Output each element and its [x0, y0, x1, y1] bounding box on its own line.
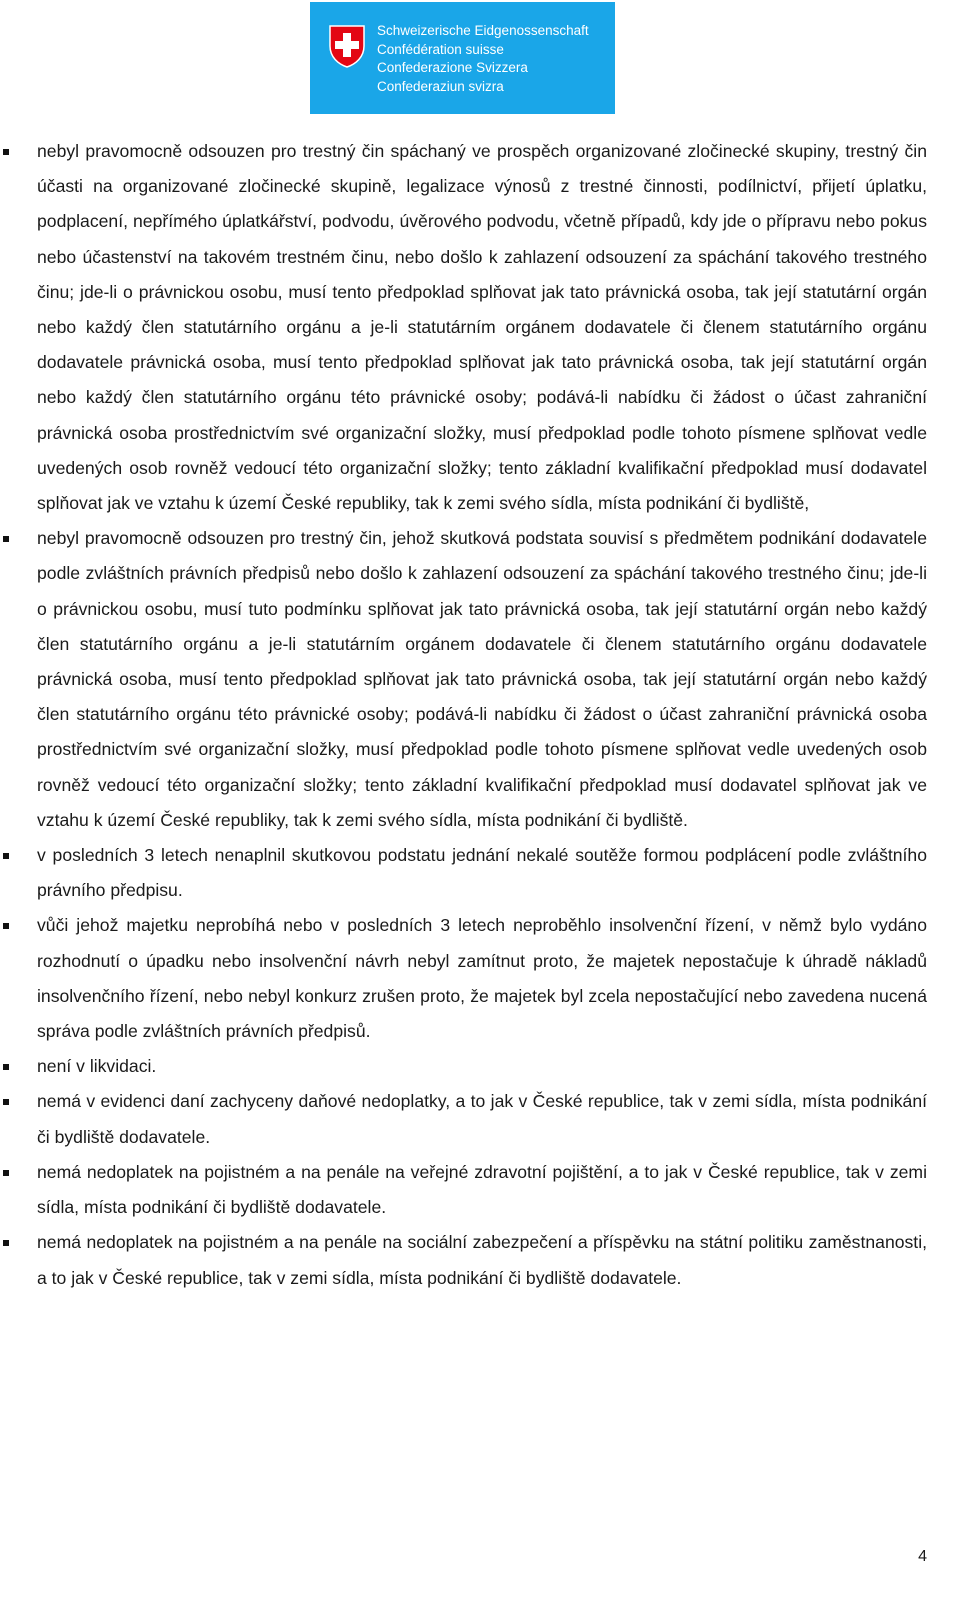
list-item-text: vůči jehož majetku neprobíhá nebo v posledních 3 letech neproběhlo insolvenční řízení, v němž bylo vydáno rozhodnutí o úpadku nebo insolvenční návrh nebyl zamítnut proto, že majetek nepostačuje k úhradě nákladů insolvenčního řízení, nebo nebyl konkurz zrušen proto, že majetek byl zcela nepostačující nebo zavedena nucená správa podle zvláštních právních předpisů. — [37, 915, 927, 1042]
list-item — [37, 134, 927, 521]
list-item — [37, 1049, 927, 1084]
swiss-confederation-logo — [310, 2, 615, 114]
list-item — [37, 838, 927, 908]
list-item-text: není v likvidaci. — [37, 1056, 157, 1077]
list-item-text: nebyl pravomocně odsouzen pro trestný čin, jehož skutková podstata souvisí s předmětem podnikání dodavatele podle zvláštních právních předpisů nebo došlo k zahlazení odsouzení za spáchání takového trestného činu; jde-li o právnickou osobu, musí tuto podmínku splňovat jak tato právnická osoba, tak její statutární orgán nebo každý člen statutárního orgánu a je-li statutárním orgánem dodavatele či členem statutárního orgánu dodavatele právnická osoba, musí tento předpoklad splňovat jak tato právnická osoba, tak její statutární orgán nebo každý člen statutárního orgánu této právnické osoby; podává-li nabídku či žádost o účast zahraniční právnická osoba prostřednictvím své organizační složky, musí předpoklad podle tohoto písmene splňovat vedle uvedených osob rovněž vedoucí této organizační složky; tento základní kvalifikační předpoklad musí dodavatel splňovat jak ve vztahu k území České republiky, tak k zemi svého sídla, místa podnikání či bydliště. — [37, 528, 927, 830]
logo-wordmark — [377, 22, 589, 96]
list-item-text: nebyl pravomocně odsouzen pro trestný čin spáchaný ve prospěch organizované zločinecké skupiny, trestný čin účasti na organizované zločinecké skupině, legalizace výnosů z trestné činnosti, podílnictví, přijetí úplatku, podplacení, nepřímého úplatkářství, podvodu, úvěrového podvodu, včetně případů, kdy jde o přípravu nebo pokus nebo účastenství na takovém trestném činu, nebo došlo k zahlazení odsouzení za spáchání takového trestného činu; jde-li o právnickou osobu, musí tento předpoklad splňovat jak tato právnická osoba, tak její statutární orgán nebo každý člen statutárního orgánu a je-li statutárním orgánem dodavatele či členem statutárního orgánu dodavatele právnická osoba, musí tento předpoklad splňovat jak tato právnická osoba, tak její statutární orgán nebo každý člen statutárního orgánu této právnické osoby; podává-li nabídku či žádost o účast zahraniční právnická osoba prostřednictvím své organizační složky, musí předpoklad podle tohoto písmene splňovat vedle uvedených osob rovněž vedoucí této organizační složky; tento základní kvalifikační předpoklad musí dodavatel splňovat jak ve vztahu k území České republiky, tak k zemi svého sídla, místa podnikání či bydliště, — [37, 141, 927, 514]
list-item — [37, 1225, 927, 1295]
square-bullet-icon — [3, 1240, 9, 1246]
square-bullet-icon — [3, 1099, 9, 1105]
page-number: 4 — [918, 1548, 927, 1565]
square-bullet-icon — [3, 1064, 9, 1070]
list-item-text: v posledních 3 letech nenaplnil skutkovou podstatu jednání nekalé soutěže formou podplácení podle zvláštního právního předpisu. — [37, 845, 927, 901]
list-item — [37, 1155, 927, 1225]
square-bullet-icon — [3, 149, 9, 155]
document-body — [37, 134, 927, 1296]
list-item — [37, 1084, 927, 1154]
list-item — [37, 521, 927, 838]
list-item-text: nemá nedoplatek na pojistném a na penále na sociální zabezpečení a příspěvku na státní politiku zaměstnanosti, a to jak v České republice, tak v zemi sídla, místa podnikání či bydliště dodavatele. — [37, 1232, 927, 1288]
square-bullet-icon — [3, 536, 9, 542]
square-bullet-icon — [3, 1170, 9, 1176]
square-bullet-icon — [3, 923, 9, 929]
square-bullet-icon — [3, 853, 9, 859]
list-item — [37, 908, 927, 1049]
logo-line-french: Confédération suisse — [377, 41, 504, 57]
logo-line-romansh: Confederaziun svizra — [377, 78, 504, 94]
qualification-requirements-list — [37, 134, 927, 1296]
list-item-text: nemá v evidenci daní zachyceny daňové nedoplatky, a to jak v České republice, tak v zemi sídla, místa podnikání či bydliště dodavatele. — [37, 1091, 927, 1147]
logo-line-german: Schweizerische Eidgenossenschaft — [377, 23, 589, 38]
list-item-text: nemá nedoplatek na pojistném a na penále na veřejné zdravotní pojištění, a to jak v České republice, tak v zemi sídla, místa podnikání či bydliště dodavatele. — [37, 1161, 927, 1218]
logo-line-italian: Confederazione Svizzera — [377, 60, 528, 75]
swiss-cross-shield-icon — [328, 24, 366, 68]
